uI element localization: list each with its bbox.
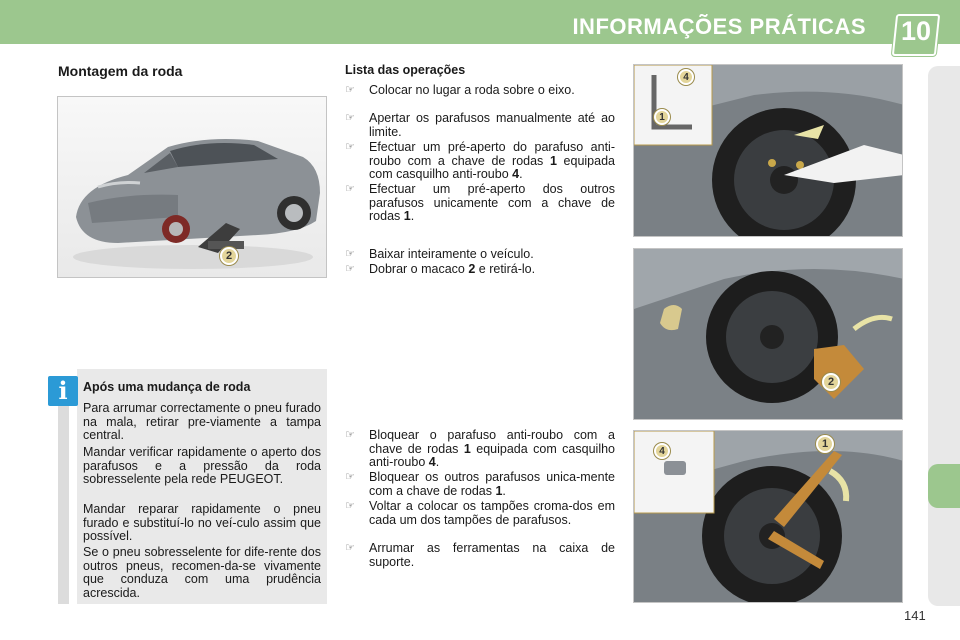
operation-step: ☞ Voltar a colocar os tampões croma-dos em cada um dos tampões de parafusos.	[345, 499, 615, 527]
page-number: 141	[904, 608, 926, 623]
info-title: Após uma mudança de roda	[83, 380, 251, 394]
operation-step: ☞ Efectuar um pré-aperto dos outros parafusos unicamente com a chave de rodas 1.	[345, 182, 615, 223]
chapter-number: 10	[900, 16, 932, 46]
info-paragraph-2: Mandar verificar rapidamente o aperto dos parafusos e a pressão da roda sobresselente pela rede PEUGEOT.	[83, 445, 321, 486]
operation-step: ☞ Apertar os parafusos manualmente até ao limite.	[345, 111, 615, 139]
pointing-hand-icon: ☞	[345, 183, 355, 195]
pointing-hand-icon: ☞	[345, 263, 355, 275]
car-on-jack-photo	[57, 96, 327, 278]
page-title: INFORMAÇÕES PRÁTICAS	[572, 14, 866, 39]
pointing-hand-icon: ☞	[345, 84, 355, 96]
info-side-bar	[58, 406, 69, 604]
operation-step: ☞ Arrumar as ferramentas na caixa de suporte.	[345, 541, 615, 569]
wheel-fitting-photo-3	[633, 430, 903, 603]
jack-lowering-illustration	[634, 249, 903, 420]
info-paragraph-1: Para arrumar correctamente o pneu furado na mala, retirar pre-viamente a tampa central.	[83, 401, 321, 442]
info-paragraph-3: Mandar reparar rapidamente o pneu furado e substituí-lo no veí-culo assim que possível.	[83, 502, 321, 543]
side-tab-active[interactable]	[928, 464, 960, 508]
wrench-label-badge: 1	[816, 435, 834, 453]
wheel-illustration	[634, 65, 903, 237]
wheel-fitting-photo-2	[633, 248, 903, 420]
pointing-hand-icon: ☞	[345, 112, 355, 124]
info-icon: i	[48, 376, 78, 406]
socket-label-badge: 4	[678, 69, 694, 85]
pointing-hand-icon: ☞	[345, 141, 355, 153]
wrench-label-badge: 1	[654, 109, 670, 125]
wheel-fitting-photo-1	[633, 64, 903, 237]
operation-step: ☞ Baixar inteiramente o veículo.	[345, 247, 534, 261]
pointing-hand-icon: ☞	[345, 471, 355, 483]
pointing-hand-icon: ☞	[345, 500, 355, 512]
operations-title: Lista das operações	[345, 63, 466, 77]
pointing-hand-icon: ☞	[345, 429, 355, 441]
operation-step: ☞ Bloquear o parafuso anti-roubo com a chave de rodas 1 equipada com casquilho anti-roubo 4.	[345, 428, 615, 469]
section-title: Montagem da roda	[58, 63, 183, 79]
jack-label-badge: 2	[822, 373, 840, 391]
operation-step: ☞ Bloquear os outros parafusos unica-mente com a chave de rodas 1.	[345, 470, 615, 498]
bolt-locking-illustration	[634, 431, 903, 603]
watermark: carmanualsonline.info	[680, 612, 885, 635]
pointing-hand-icon: ☞	[345, 542, 355, 554]
info-paragraph-4: Se o pneu sobresselente for dife-rente dos outros pneus, recomen-da-se vivamente que conduza com uma prudência acrescida.	[83, 545, 321, 600]
side-tab-strip	[928, 66, 960, 606]
jack-label-badge: 2	[220, 247, 238, 265]
operation-step: ☞ Dobrar o macaco 2 e retirá-lo.	[345, 262, 536, 276]
socket-label-badge: 4	[654, 443, 670, 459]
car-illustration	[58, 97, 327, 278]
pointing-hand-icon: ☞	[345, 248, 355, 260]
operation-step: ☞ Efectuar um pré-aperto do parafuso anti-roubo com a chave de rodas 1 equipada com casquilho anti-roubo 4.	[345, 140, 615, 181]
operation-step: ☞ Colocar no lugar a roda sobre o eixo.	[345, 83, 575, 97]
